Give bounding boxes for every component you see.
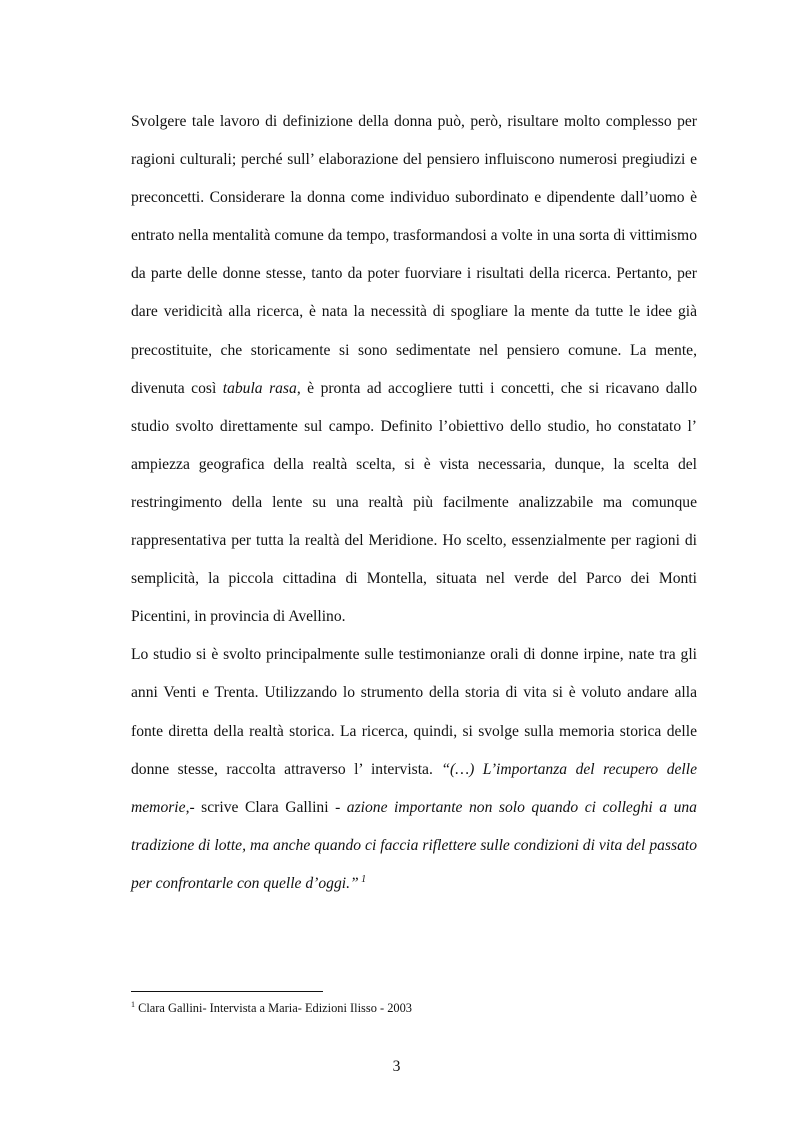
paragraph-2-quote-b: azione importante non solo quando ci colleghi a una tradizione di lotte, ma anche quando ci faccia riflettere sulle condizioni di vita del passato per confrontarle con quelle d’oggi.” (131, 798, 697, 892)
page-number: 3 (392, 1058, 401, 1075)
paragraph-2-quote-a: “(…) L’importanza del recupero delle memorie, (131, 760, 698, 816)
footnote (131, 1000, 412, 1016)
paragraph-2-text-a: Lo studio si è svolto principalmente sulle testimonianze orali di donne irpine, nate tra gli anni Venti e Trenta. Utilizzando lo strumento della storia di vita si è voluto andare alla fonte diretta della realtà storica. La ricerca, quindi, si svolge sulla memoria storica delle donne stesse, raccolta attraverso l’ intervista. (131, 646, 697, 778)
body-text (131, 103, 697, 903)
footnote-separator (131, 991, 323, 992)
paragraph-1 (131, 103, 697, 636)
footnote-reference: 1 (358, 873, 367, 885)
paragraph-1-italic-tabula-rasa: tabula rasa (222, 379, 297, 397)
footnote-text: Clara Gallini- Intervista a Maria- Edizioni Ilisso - 2003 (135, 1001, 412, 1015)
paragraph-2-text-b: - scrive Clara Gallini - (189, 798, 347, 816)
paragraph-1-text-a: Svolgere tale lavoro di definizione della donna può, però, risultare molto complesso per ragioni culturali; perché sull’ elaborazione del pensiero influiscono numerosi pregiudizi e preconcetti. Considerare la donna come individuo subordinato e dipendente dall’uomo è entrato nella mentalità comune da tempo, trasformandosi a volte in una sorta di vittimismo da parte delle donne stesse, tanto da poter fuorviare i risultati della ricerca. Pertanto, per dare veridicità alla ricerca, è nata la necessità di spogliare la mente da tutte le idee già precostituite, che storicamente si sono sedimentate nel pensiero comune. La mente, divenuta così (131, 113, 697, 397)
paragraph-2 (131, 636, 697, 903)
footnote-mark: 1 (131, 999, 135, 1009)
paragraph-1-text-b: , è pronta ad accogliere tutti i concetti, che si ricavano dallo studio svolto direttamente sul campo. Definito l’obiettivo dello studio, ho constatato l’ ampiezza geografica della realtà scelta, si è vista necessaria, dunque, la scelta del restringimento della lente su una realtà più facilmente analizzabile ma comunque rappresentativa per tutta la realtà del Meridione. Ho scelto, essenzialmente per ragioni di semplicità, la piccola cittadina di Montella, situata nel verde del Parco dei Monti Picentini, in provincia di Avellino. (131, 379, 697, 626)
